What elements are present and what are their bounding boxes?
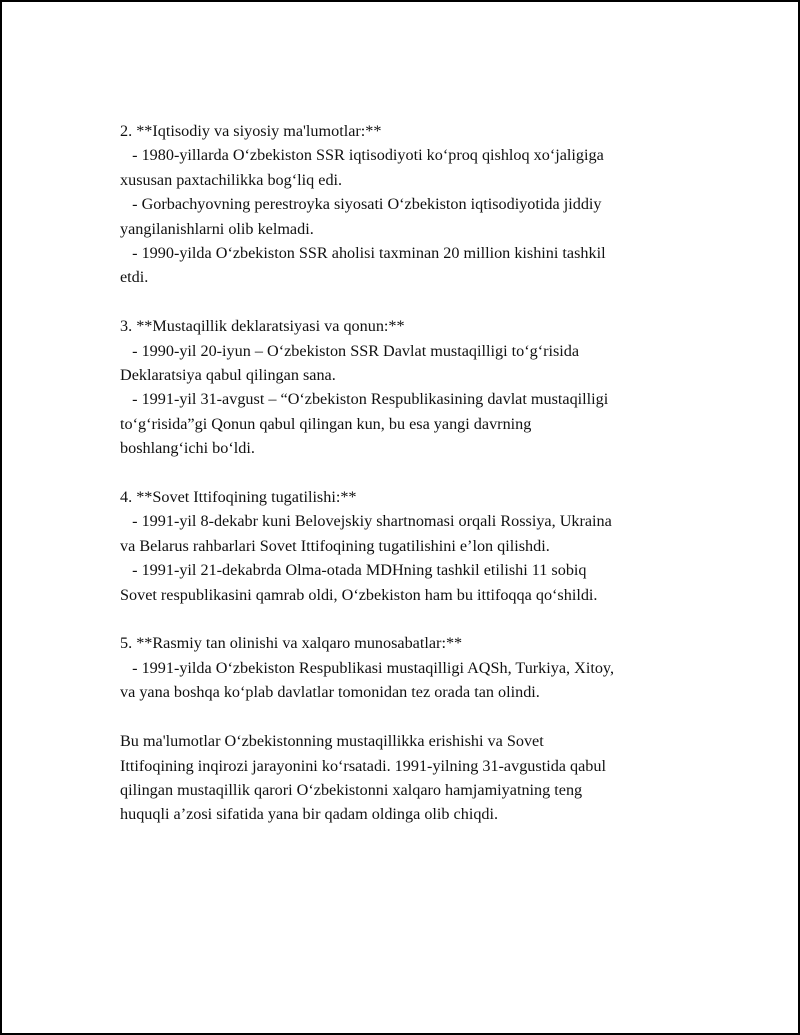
text-line: - 1991-yil 8-dekabr kuni Belovejskiy shartnomasi orqali Rossiya, Ukraina — [120, 512, 612, 531]
text-line: Sovet respublikasini qamrab oldi, O‘zbekiston ham bu ittifoqqa qo‘shildi. — [120, 585, 598, 604]
section-soviet-dissolution — [120, 485, 680, 607]
text-line: Bu ma'lumotlar O‘zbekistonning mustaqillikka erishishi va Sovet — [120, 732, 544, 751]
text-line: - 1980-yillarda O‘zbekiston SSR iqtisodiyoti ko‘proq qishloq xo‘jaligiga — [120, 146, 604, 165]
text-line: - 1990-yil 20-iyun – O‘zbekiston SSR Davlat mustaqilligi to‘g‘risida — [120, 341, 580, 360]
conclusion-paragraph — [120, 729, 680, 827]
text-line: to‘g‘risida”gi Qonun qabul qilingan kun, bu esa yangi davrning — [120, 414, 532, 433]
text-line: yangilanishlarni olib kelmadi. — [120, 219, 314, 238]
section-recognition — [120, 631, 680, 704]
text-line: etdi. — [120, 268, 149, 287]
text-line: va Belarus rahbarlari Sovet Ittifoqining tugatilishini e’lon qilishdi. — [120, 536, 550, 555]
text-line: huquqli a’zosi sifatida yana bir qadam oldinga olib chiqdi. — [120, 805, 499, 824]
text-line: va yana boshqa ko‘plab davlatlar tomonidan tez orada tan olindi. — [120, 683, 540, 702]
section-heading: 4. **Sovet Ittifoqining tugatilishi:** — [120, 488, 357, 507]
text-line: - 1991-yil 31-avgust – “O‘zbekiston Respublikasining davlat mustaqilligi — [120, 390, 609, 409]
document-body — [120, 119, 680, 851]
text-line: Ittifoqining inqirozi jarayonini ko‘rsatadi. 1991-yilning 31-avgustida qabul — [120, 756, 606, 775]
text-line: Deklaratsiya qabul qilingan sana. — [120, 366, 336, 385]
section-heading: 3. **Mustaqillik deklaratsiyasi va qonun:** — [120, 317, 405, 336]
text-line: - 1990-yilda O‘zbekiston SSR aholisi taxminan 20 million kishini tashkil — [120, 244, 606, 263]
text-line: - 1991-yilda O‘zbekiston Respublikasi mustaqilligi AQSh, Turkiya, Xitoy, — [120, 658, 615, 677]
text-line: xususan paxtachilikka bog‘liq edi. — [120, 170, 343, 189]
section-heading: 2. **Iqtisodiy va siyosiy ma'lumotlar:** — [120, 122, 382, 140]
section-economy-politics — [120, 119, 680, 290]
text-line: boshlang‘ichi bo‘ldi. — [120, 439, 255, 458]
text-line: - 1991-yil 21-dekabrda Olma-otada MDHning tashkil etilishi 11 sobiq — [120, 561, 587, 580]
section-independence-declaration — [120, 314, 680, 460]
section-heading: 5. **Rasmiy tan olinishi va xalqaro munosabatlar:** — [120, 634, 463, 653]
text-line: - Gorbachyovning perestroyka siyosati O‘zbekiston iqtisodiyotida jiddiy — [120, 195, 602, 214]
text-line: qilingan mustaqillik qarori O‘zbekistonni xalqaro hamjamiyatning teng — [120, 780, 583, 799]
